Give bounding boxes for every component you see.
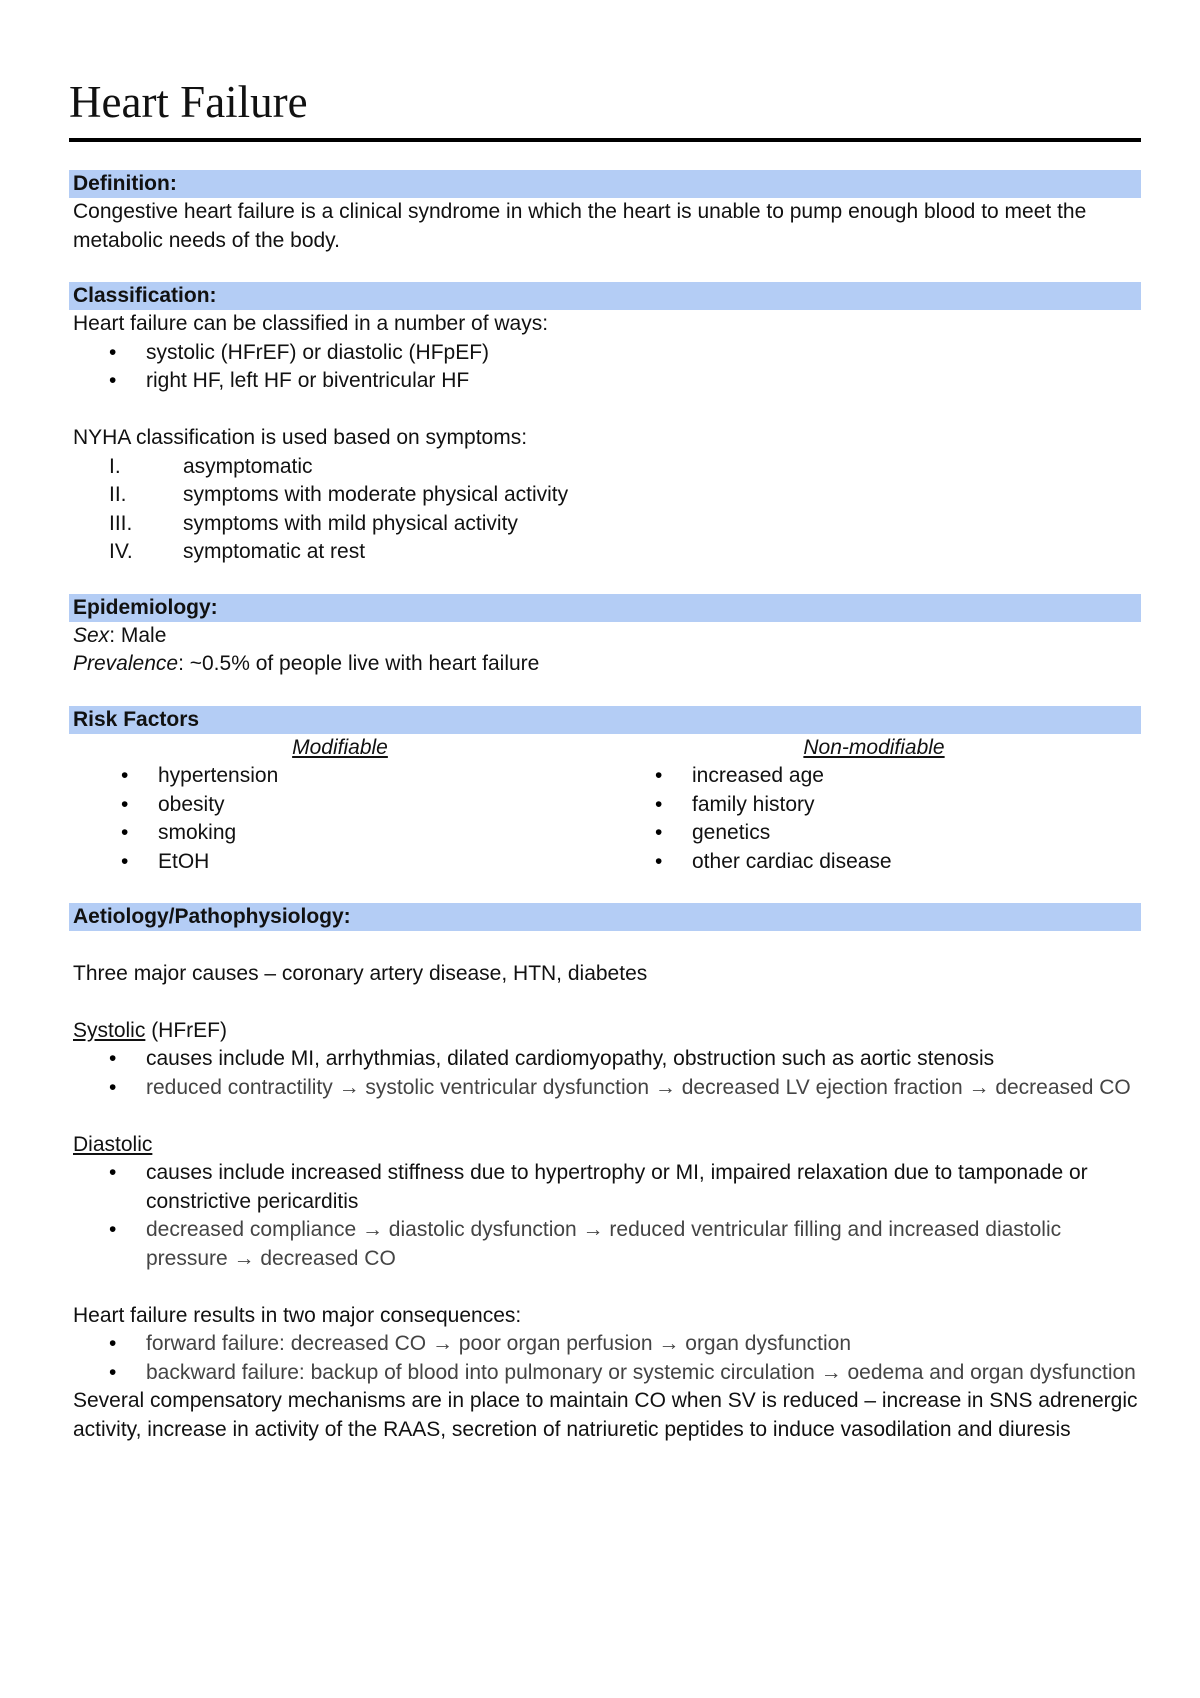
risk-factors-columns — [69, 734, 1141, 877]
nyha-list — [73, 453, 1141, 567]
epidemiology-body — [69, 622, 1141, 679]
nonmodifiable-heading: Non-modifiable — [803, 735, 945, 759]
aetiology-intro: Three major causes – coronary artery disease, HTN, diabetes — [73, 961, 648, 985]
list-item: • obesity — [73, 791, 607, 820]
nyha-number: IV. — [109, 540, 133, 563]
title-rule — [69, 138, 1141, 142]
classification-intro: Heart failure can be classified in a number of ways: — [73, 312, 549, 335]
nyha-number: I. — [109, 454, 121, 478]
consequences-list — [73, 1330, 1141, 1387]
list-item: • backward failure: backup of blood into pulmonary or systemic circulation → oedema and organ dysfunction — [73, 1359, 1141, 1388]
nyha-text: symptoms with mild physical activity — [183, 511, 518, 535]
compensatory-text: Several compensatory mechanisms are in place to maintain CO when SV is reduced – increase in SNS adrenergic activity, increase in activity of the RAAS, secretion of natriuretic peptides to induce vasodilation and diuresis — [73, 1389, 1138, 1441]
aetiology-heading: Aetiology/Pathophysiology: — [69, 903, 1141, 931]
list-item: • causes include MI, arrhythmias, dilated cardiomyopathy, obstruction such as aortic stenosis — [73, 1045, 1141, 1074]
aetiology-body — [69, 931, 1141, 1444]
nyha-text: asymptomatic — [183, 454, 313, 478]
list-item: • right HF, left HF or biventricular HF — [73, 367, 1141, 396]
spacer — [69, 255, 1141, 282]
definition-text: Congestive heart failure is a clinical syndrome in which the heart is unable to pump enough blood to meet the metabolic needs of the body. — [73, 200, 1087, 252]
systolic-list — [73, 1045, 1141, 1102]
list-item: • EtOH — [73, 848, 607, 877]
definition-heading: Definition: — [69, 170, 1141, 198]
nyha-text: symptoms with moderate physical activity — [183, 483, 569, 506]
modifiable-heading: Modifiable — [292, 735, 388, 759]
list-item: • hypertension — [73, 762, 607, 791]
list-item: • increased age — [607, 762, 1141, 791]
list-item: • decreased compliance → diastolic dysfunction → reduced ventricular filling and increased diastolic pressure → decreased CO — [73, 1216, 1141, 1273]
list-item — [73, 538, 1141, 567]
classification-heading: Classification: — [69, 282, 1141, 310]
epidemiology-prevalence: Prevalence: ~0.5% of people live with heart failure — [73, 652, 540, 675]
consequences-intro: Heart failure results in two major consequences: — [73, 1303, 522, 1327]
list-item: • genetics — [607, 819, 1141, 848]
spacer — [69, 567, 1141, 594]
classification-body — [69, 310, 1141, 567]
nyha-text: symptomatic at rest — [183, 540, 366, 563]
list-item: • other cardiac disease — [607, 848, 1141, 877]
nyha-intro: NYHA classification is used based on symptoms: — [73, 426, 528, 449]
page-title: Heart Failure — [69, 77, 308, 127]
nonmodifiable-list — [607, 762, 1141, 876]
diastolic-heading: Diastolic — [73, 1132, 153, 1156]
list-item: • forward failure: decreased CO → poor organ perfusion → organ dysfunction — [73, 1330, 1141, 1359]
spacer — [69, 679, 1141, 706]
document-content — [69, 72, 1141, 1444]
list-item — [73, 481, 1141, 510]
list-item: • systolic (HFrEF) or diastolic (HFpEF) — [73, 339, 1141, 368]
nonmodifiable-column — [607, 734, 1141, 877]
classification-list — [73, 339, 1141, 396]
list-item: • causes include increased stiffness due to hypertrophy or MI, impaired relaxation due to tamponade or constrictive pericarditis — [73, 1159, 1141, 1216]
list-item: • smoking — [73, 819, 607, 848]
modifiable-column — [73, 734, 607, 877]
nyha-number: III. — [109, 511, 133, 535]
risk-factors-heading: Risk Factors — [69, 706, 1141, 734]
epidemiology-sex: Sex: Male — [73, 623, 167, 647]
epidemiology-heading: Epidemiology: — [69, 594, 1141, 622]
list-item — [73, 453, 1141, 482]
list-item: • family history — [607, 791, 1141, 820]
modifiable-list — [73, 762, 607, 876]
list-item: • reduced contractility → systolic ventricular dysfunction → decreased LV ejection fraction → decreased CO — [73, 1074, 1141, 1103]
definition-body — [69, 198, 1141, 255]
spacer — [69, 876, 1141, 903]
diastolic-list — [73, 1159, 1141, 1273]
list-item — [73, 510, 1141, 539]
nyha-number: II. — [109, 483, 127, 506]
systolic-heading: Systolic (HFrEF) — [73, 1018, 228, 1042]
